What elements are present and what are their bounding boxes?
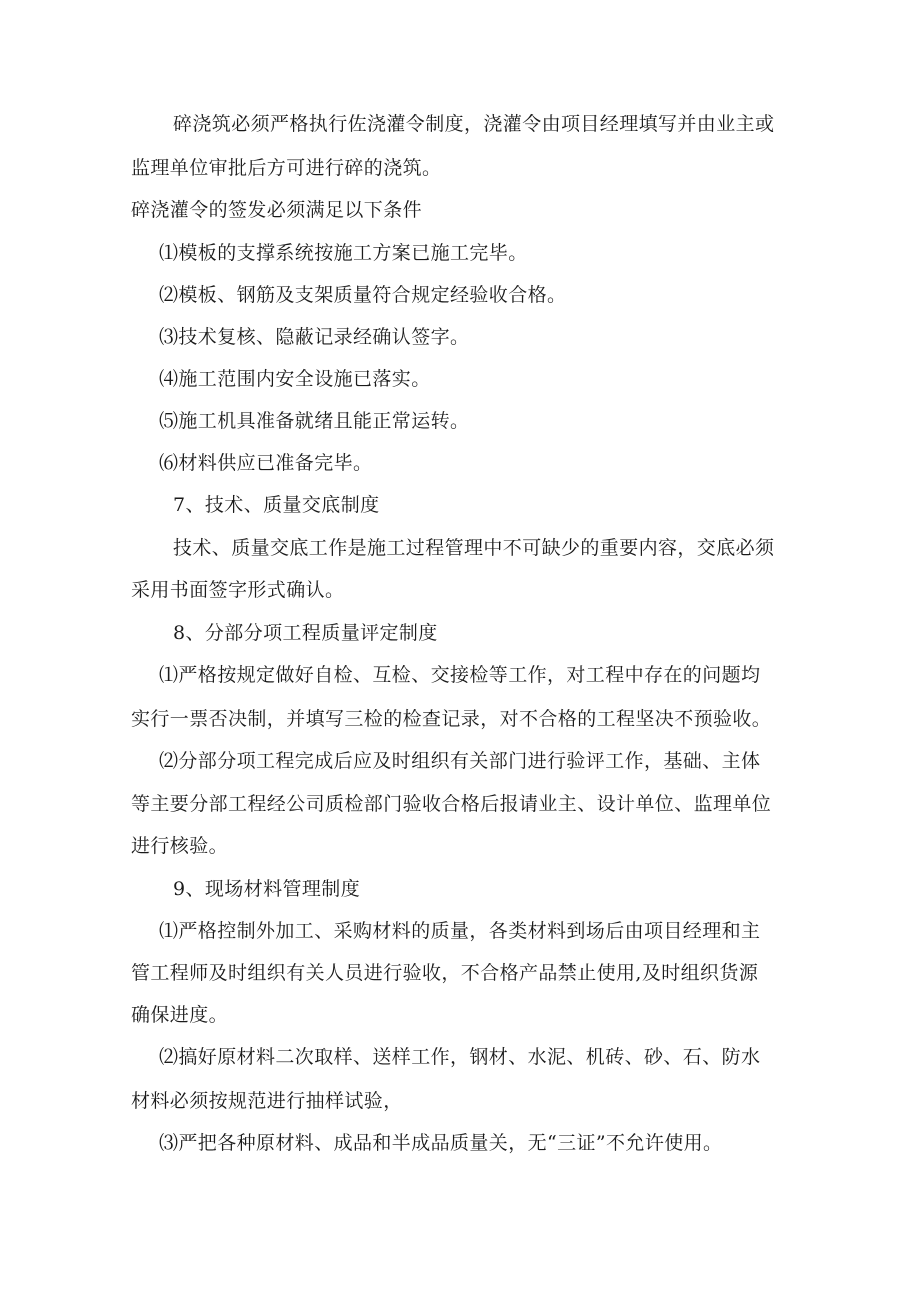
list-item-8-2-line-1: ⑵分部分项工程完成后应及时组织有关部门进行验评工作，基础、主体 <box>159 750 761 772</box>
list-item-8-1-line-2: 实行一票否决制，并填写三检的检查记录，对不合格的工程坚决不预验收。 <box>131 708 772 730</box>
paragraph-line-4: 技术、质量交底工作是施工过程管理中不可缺少的重要内容，交底必须 <box>173 537 775 559</box>
list-item-9-1-line-1: ⑴严格控制外加工、采购材料的质量，各类材料到场后由项目经理和主 <box>159 920 761 942</box>
section-heading-8: 8、分部分项工程质量评定制度 <box>173 622 438 644</box>
list-item-9-2-line-1: ⑵搞好原材料二次取样、送样工作，钢材、水泥、机砖、砂、石、防水 <box>159 1046 761 1068</box>
list-item-6: ⑹材料供应已准备完毕。 <box>159 452 373 474</box>
list-item-4: ⑷施工范围内安全设施已落实。 <box>159 368 431 390</box>
list-item-1: ⑴模板的支撑系统按施工方案已施工完毕。 <box>159 242 528 264</box>
list-item-3: ⑶技术复核、隐蔽记录经确认签字。 <box>159 326 470 348</box>
paragraph-line-2: 监理单位审批后方可进行碎的浇筑。 <box>131 157 442 179</box>
list-item-9-1-line-3: 确保进度。 <box>131 1004 229 1026</box>
list-item-5: ⑸施工机具准备就绪且能正常运转。 <box>159 410 470 432</box>
list-item-8-2-line-2: 等主要分部工程经公司质检部门验收合格后报请业主、设计单位、监理单位 <box>131 793 772 815</box>
paragraph-line-5: 采用书面签字形式确认。 <box>131 579 345 601</box>
list-item-9-1-line-2: 管工程师及时组织有关人员进行验收，不合格产品禁止使用,及时组织货源 <box>131 962 759 984</box>
paragraph-line-1: 碎浇筑必须严格执行佐浇灌令制度，浇灌令由项目经理填写并由业主或 <box>173 113 775 135</box>
section-heading-9: 9、现场材料管理制度 <box>173 878 361 900</box>
list-item-9-3: ⑶严把各种原材料、成品和半成品质量关，无“三证”不允许使用。 <box>159 1132 723 1154</box>
paragraph-line-3: 碎浇灌令的签发必须满足以下条件 <box>131 199 423 221</box>
list-item-2: ⑵模板、钢筋及支架质量符合规定经验收合格。 <box>159 284 567 306</box>
list-item-8-1-line-1: ⑴严格按规定做好自检、互检、交接检等工作，对工程中存在的问题均 <box>159 664 761 686</box>
section-heading-7: 7、技术、质量交底制度 <box>173 494 380 516</box>
list-item-8-2-line-3: 进行核验。 <box>131 835 229 857</box>
list-item-9-2-line-2: 材料必须按规范进行抽样试验， <box>131 1090 403 1112</box>
